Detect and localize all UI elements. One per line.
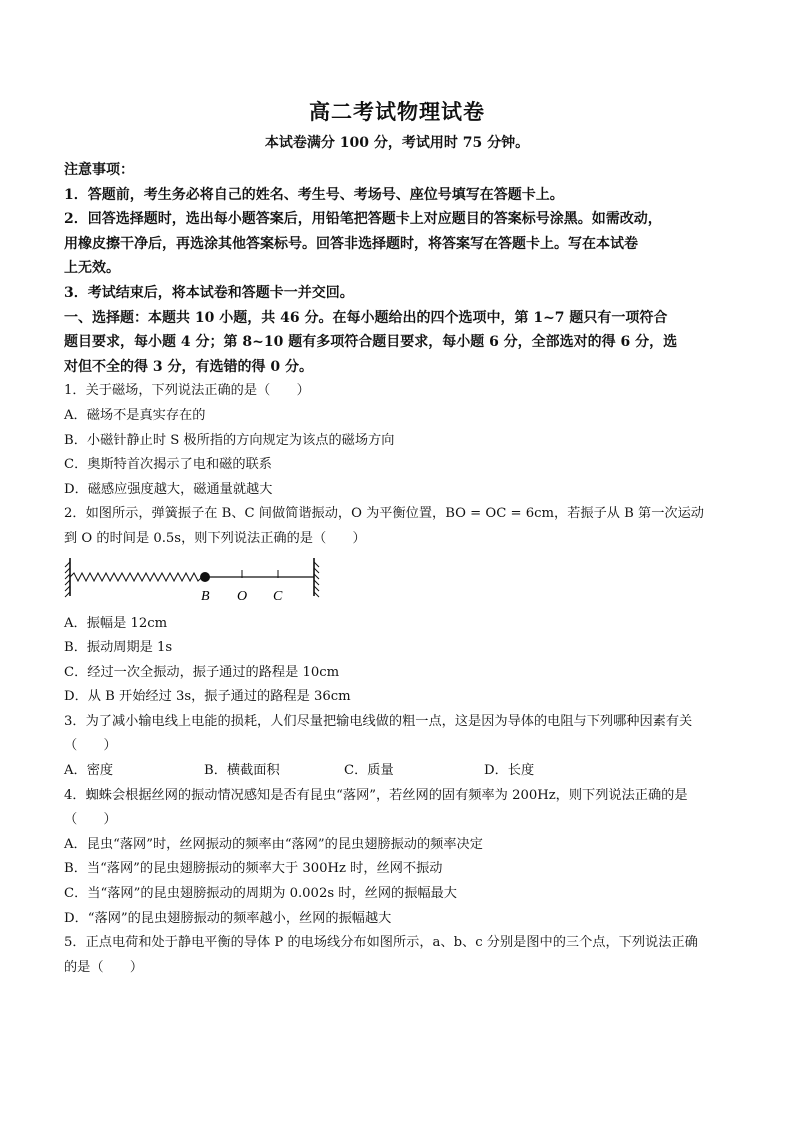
question-2-option: B．振动周期是 1s: [64, 640, 173, 656]
exam-content: [64, 158, 732, 980]
question-3-option: C．质量: [344, 763, 394, 779]
note-line: 1．答题前，考生务必将自己的姓名、考生号、考场号、座位号填写在答题卡上。: [64, 186, 564, 203]
question-2-stem: 到 O 的时间是 0.5s，则下列说法正确的是（ ）: [64, 530, 366, 546]
section-instructions: 一、选择题：本题共 10 小题，共 46 分。在每小题给出的四个选项中，第 1~7 题只有一项符合: [64, 309, 668, 326]
question-3-stem: 3．为了减小输电线上电能的损耗，人们尽量把输电线做的粗一点，这是因为导体的电阻与下列哪种因素有关: [64, 713, 693, 729]
question-5-stem: 5．正点电荷和处于静电平衡的导体 P 的电场线分布如图所示，a、b、c 分别是图中的三个点，下列说法正确: [64, 935, 698, 951]
question-2-option: C．经过一次全振动，振子通过的路程是 10cm: [64, 664, 340, 680]
note-line: 2．回答选择题时，选出每小题答案后，用铅笔把答题卡上对应题目的答案标号涂黑。如需改动，: [64, 211, 662, 228]
notes-heading: 注意事项：: [64, 162, 134, 178]
question-2-stem: 2．如图所示，弹簧振子在 B、C 间做简谐振动，O 为平衡位置，BO = OC = 6cm，若振子从 B 第一次运动: [64, 506, 704, 522]
figure-label-b: B: [201, 588, 210, 604]
question-3-option: B．横截面积: [204, 763, 280, 779]
figure-label-c: C: [273, 588, 283, 604]
question-1-option: A．磁场不是真实存在的: [64, 407, 206, 423]
question-4-option: D．“落网”的昆虫翅膀振动的频率越小，丝网的振幅越大: [64, 910, 392, 926]
note-line: 3．考试结束后，将本试卷和答题卡一并交回。: [64, 284, 354, 301]
note-line: 上无效。: [64, 260, 120, 277]
section-instructions: 对但不全的得 3 分，有选错的得 0 分。: [64, 358, 313, 375]
question-3-option: D．长度: [484, 763, 535, 779]
question-1-option: B．小磁针静止时 S 极所指的方向规定为该点的磁场方向: [64, 432, 395, 448]
spring-oscillator-diagram: [64, 556, 324, 612]
question-3-options: [64, 759, 732, 784]
question-4-stem: 4．蜘蛛会根据丝网的振动情况感知是否有昆虫“落网”，若丝网的固有频率为 200Hz，则下列说法正确的是: [64, 787, 688, 803]
note-line: 用橡皮擦干净后，再选涂其他答案标号。回答非选择题时，将答案写在答题卡上。写在本试卷: [64, 235, 638, 252]
page-subtitle: 本试卷满分 100 分，考试用时 75 分钟。: [264, 135, 530, 151]
question-2-option: A．振幅是 12cm: [64, 615, 168, 631]
question-1-stem: 1．关于磁场，下列说法正确的是（ ）: [64, 383, 310, 399]
question-4-stem: （ ）: [64, 812, 117, 828]
question-5-stem: 的是（ ）: [64, 959, 144, 975]
figure-label-o: O: [237, 588, 248, 604]
question-4-option: C．当“落网”的昆虫翅膀振动的周期为 0.002s 时，丝网的振幅最大: [64, 886, 457, 902]
page-title: 高二考试物理试卷: [309, 99, 485, 124]
question-4-option: B．当“落网”的昆虫翅膀振动的频率大于 300Hz 时，丝网不振动: [64, 861, 443, 877]
section-instructions: 题目要求，每小题 4 分；第 8~10 题有多项符合题目要求，每小题 6 分，全部选对的得 6 分，选: [64, 334, 678, 351]
question-1-option: C．奥斯特首次揭示了电和磁的联系: [64, 457, 272, 473]
question-4-option: A．昆虫“落网”时，丝网振动的频率由“落网”的昆虫翅膀振动的频率决定: [64, 836, 483, 852]
question-2-option: D．从 B 开始经过 3s，振子通过的路程是 36cm: [64, 689, 351, 705]
question-3-stem: （ ）: [64, 738, 117, 754]
spring-oscillator-figure: [64, 556, 732, 612]
question-1-option: D．磁感应强度越大，磁通量就越大: [64, 481, 273, 497]
question-3-option: A．密度: [64, 763, 114, 779]
